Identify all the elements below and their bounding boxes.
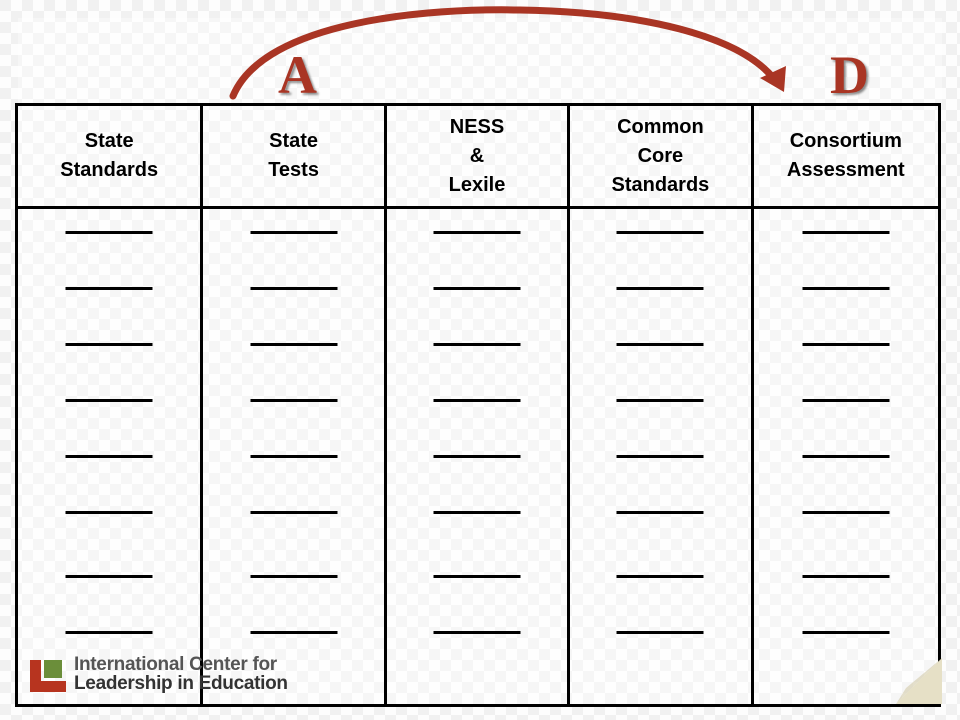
blank-line xyxy=(802,231,889,234)
blank-line xyxy=(66,511,153,514)
blank-line xyxy=(250,455,337,458)
blank-line xyxy=(250,575,337,578)
blank-line xyxy=(66,631,153,634)
icle-logo-icon xyxy=(30,656,66,692)
blank-line xyxy=(434,575,521,578)
logo-line-2: Leadership in Education xyxy=(74,673,288,694)
blank-line xyxy=(434,287,521,290)
column-header-line: NESS xyxy=(449,115,505,138)
column-header xyxy=(570,106,750,209)
blank-line xyxy=(802,631,889,634)
table-column xyxy=(754,106,938,704)
blank-line xyxy=(434,343,521,346)
table-column xyxy=(18,106,203,704)
column-header-line: Standards xyxy=(60,159,159,181)
column-header xyxy=(754,106,938,209)
column-header-line: Consortium xyxy=(789,130,902,152)
blank-line xyxy=(434,631,521,634)
blank-line xyxy=(802,343,889,346)
curved-arrow-icon xyxy=(0,0,960,110)
column-header-line: State xyxy=(84,130,134,152)
blank-line xyxy=(617,575,704,578)
blank-line xyxy=(66,287,153,290)
blank-line xyxy=(617,343,704,346)
column-header-line: & xyxy=(469,144,485,167)
column-header-line: Lexile xyxy=(448,173,506,196)
icle-logo xyxy=(30,654,288,694)
table-column xyxy=(203,106,386,704)
column-header-line: Tests xyxy=(268,159,319,181)
blank-line xyxy=(617,287,704,290)
column-header-line: Assessment xyxy=(786,159,905,181)
blank-line xyxy=(66,399,153,402)
logo-line-1: International Center for xyxy=(74,654,277,675)
blank-line xyxy=(250,287,337,290)
blank-line xyxy=(66,455,153,458)
column-header xyxy=(18,106,200,209)
blank-line xyxy=(66,231,153,234)
column-header-line: Standards xyxy=(611,173,710,196)
blank-line xyxy=(617,399,704,402)
blank-line xyxy=(434,231,521,234)
blank-line xyxy=(434,399,521,402)
blank-line xyxy=(250,399,337,402)
blank-line xyxy=(66,343,153,346)
blank-line xyxy=(802,575,889,578)
blank-line xyxy=(617,231,704,234)
blank-line xyxy=(250,231,337,234)
blank-line xyxy=(617,511,704,514)
marker-a: A xyxy=(278,45,317,105)
blank-line xyxy=(250,631,337,634)
blank-line xyxy=(250,511,337,514)
blank-line xyxy=(434,455,521,458)
column-header xyxy=(387,106,567,209)
column-header-line: Core xyxy=(637,144,684,167)
blank-line xyxy=(617,631,704,634)
blank-line xyxy=(802,287,889,290)
blank-line xyxy=(66,575,153,578)
blank-line xyxy=(802,455,889,458)
column-header-line: Common xyxy=(617,115,704,138)
blank-line xyxy=(434,511,521,514)
blank-line xyxy=(250,343,337,346)
blank-line xyxy=(617,455,704,458)
table-column xyxy=(570,106,753,704)
column-header-line: State xyxy=(269,130,319,152)
marker-d: D xyxy=(830,45,869,105)
blank-line xyxy=(802,511,889,514)
blank-line xyxy=(802,399,889,402)
alignment-table xyxy=(15,103,941,707)
column-header xyxy=(203,106,383,209)
page-curl-icon xyxy=(896,658,942,704)
table-column xyxy=(387,106,570,704)
